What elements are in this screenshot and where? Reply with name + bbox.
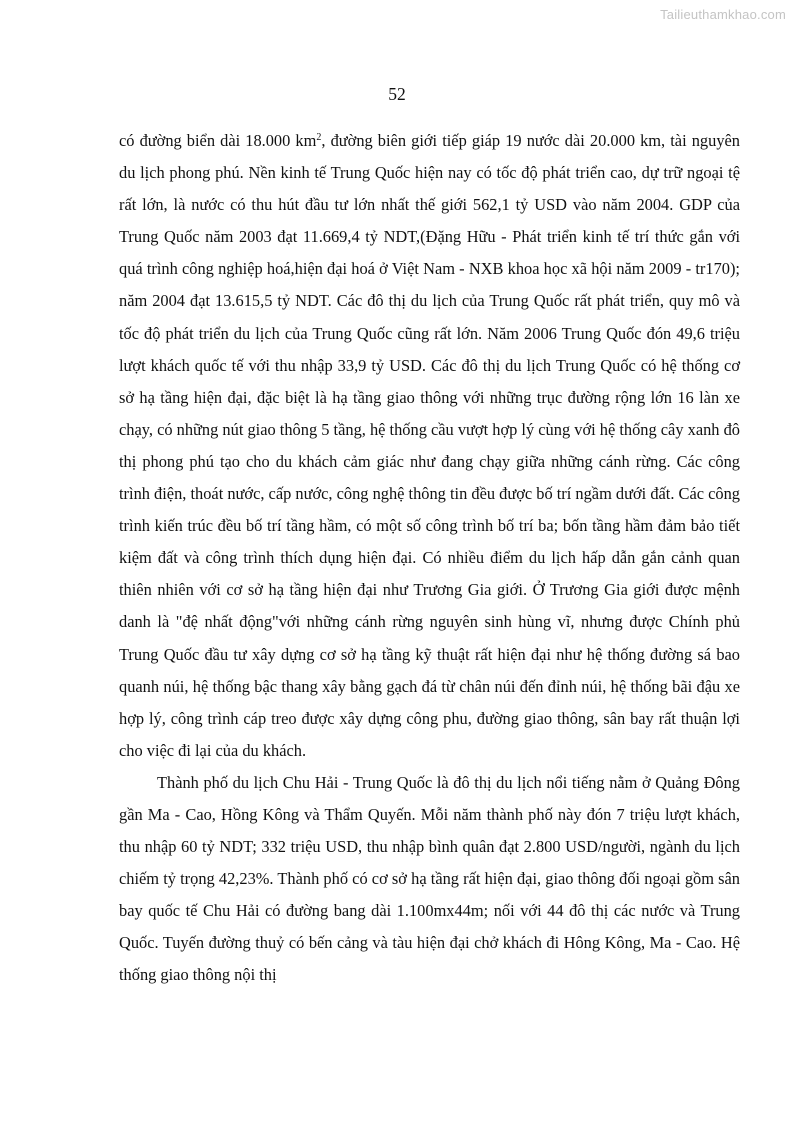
watermark: Tailieuthamkhao.com [660,7,786,22]
paragraph-1-start: có đường biển dài 18.000 km [119,131,317,150]
paragraph-2: Thành phố du lịch Chu Hải - Trung Quốc là đô thị du lịch nổi tiếng nằm ở Quảng Đông gần Ma - Cao, Hồng Kông và Thẩm Quyến. Mỗi năm thành phố này đón 7 triệu lượt khách, thu nhập 60 tỷ NDT; 332 triệu USD, thu nhập bình quân đạt 2.800 USD/người, ngành du lịch chiếm tỷ trọng 42,23%. Thành phố có cơ sở hạ tầng rất hiện đại, giao thông đối ngoại gồm sân bay quốc tế Chu Hải có đường bang dài 1.100mx44m; nối với 44 đô thị các nước và Trung Quốc. Tuyến đường thuỷ có bến cảng và tàu hiện đại chở khách đi Hông Kông, Ma - Cao. Hệ thống giao thông nội thị [119,772,740,985]
paragraph-1 [119,125,740,767]
body-text [119,125,740,992]
page-number: 52 [388,84,406,104]
paragraph-1-rest: , đường biên giới tiếp giáp 19 nước dài 20.000 km, tài nguyên du lịch phong phú. Nền kinh tế Trung Quốc hiện nay có tốc độ phát triển cao, dự trữ ngoại tệ rất lớn, là nước có thu hút đầu tư lớn nhất thế giới 562,1 tỷ USD vào năm 2004. GDP của Trung Quốc năm 2003 đạt 11.669,4 tỷ NDT,(Đặng Hữu - Phát triển kinh tế trí thức gắn với quá trình công nghiệp hoá,hiện đại hoá ở Việt Nam - NXB khoa học xã hội năm 2009 - tr170); năm 2004 đạt 13.615,5 tỷ NDT. Các đô thị du lịch của Trung Quốc rất phát triển, quy mô và tốc độ phát triển du lịch của Trung Quốc cũng rất lớn. Năm 2006 Trung Quốc đón 49,6 triệu lượt khách quốc tế với thu nhập 33,9 tỷ USD. Các đô thị du lịch Trung Quốc có hệ thống cơ sở hạ tầng hiện đại, đặc biệt là hạ tầng giao thông với những trục đường rộng lớn 16 làn xe chạy, có những nút giao thông 5 tầng, hệ thống cầu vượt hợp lý cùng với hệ thống cây xanh đô thị phong phú tạo cho du khách cảm giác như đang chạy giữa những cánh rừng. Các công trình điện, thoát nước, cấp nước, công nghệ thông tin đều được bố trí ngầm dưới đất. Các công trình kiến trúc đều bố trí tầng hầm, có một số công trình bố trí ba; bốn tầng hầm đảm bảo tiết kiệm đất và công trình thích dụng hiện đại. Có nhiều điểm du lịch hấp dẫn gắn cảnh quan thiên nhiên với cơ sở hạ tầng hiện đại như Trương Gia giới. Ở Trương Gia giới được mệnh danh là "đệ nhất động"với những cánh rừng nguyên sinh hùng vĩ, nhưng được Chính phủ Trung Quốc đầu tư xây dựng cơ sở hạ tầng kỹ thuật rất hiện đại như hệ thống đường sá bao quanh núi, hệ thống bậc thang xây bằng gạch đá từ chân núi đến đỉnh núi, hệ thống bãi đậu xe hợp lý, công trình cáp treo được xây dựng công phu, đường giao thông, sân bay rất thuận lợi cho việc đi lại của du khách. [119,131,740,760]
superscript-2: 2 [316,132,322,143]
